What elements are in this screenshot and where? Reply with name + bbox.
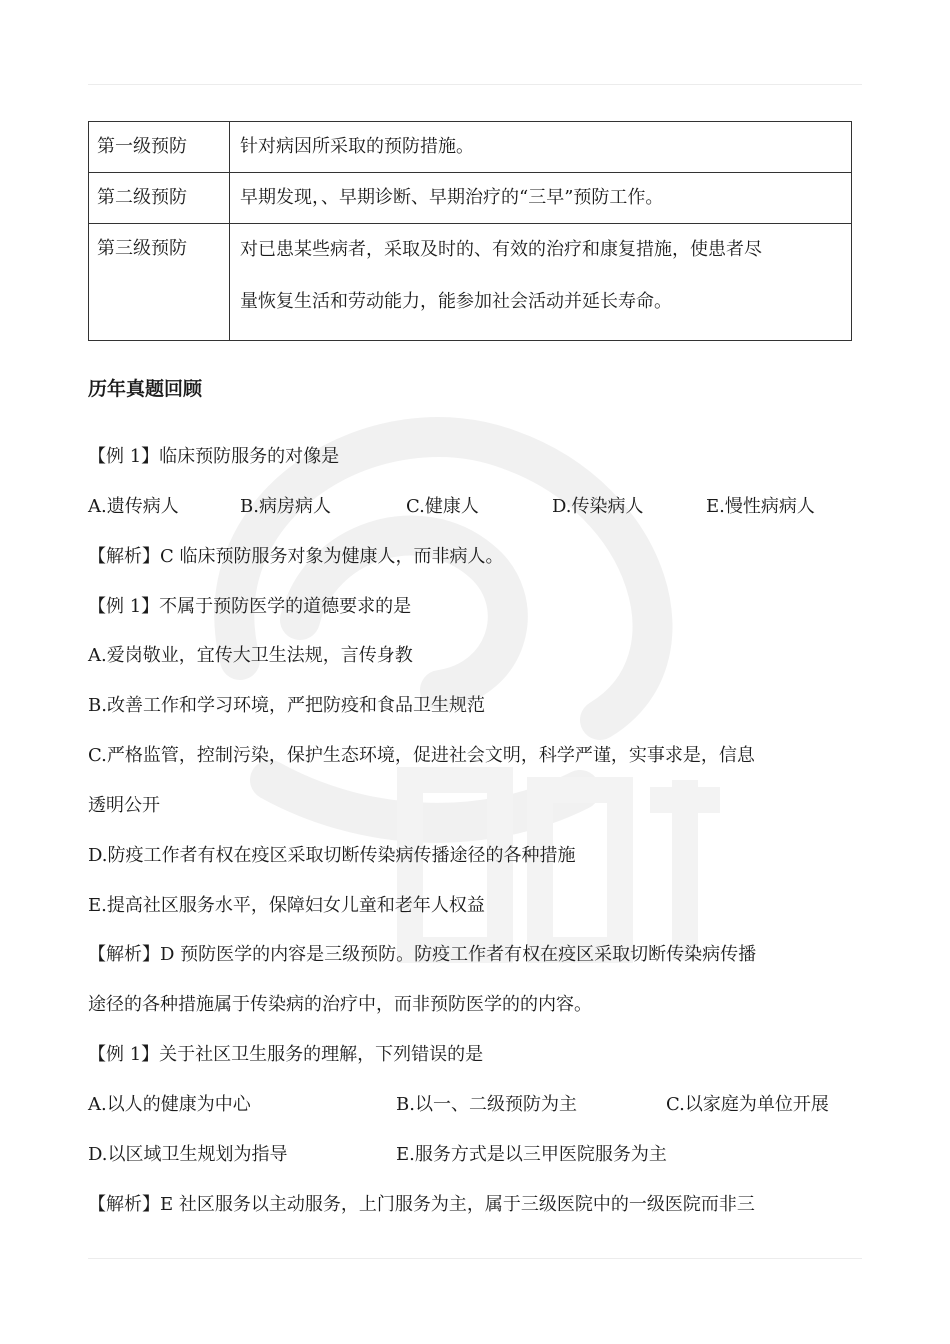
option-c-continued: 透明公开 (88, 795, 160, 816)
option-a: A.爱岗敬业，宜传大卫生法规，言传身教 (88, 645, 413, 666)
option-b: B.改善工作和学习环境，严把防疫和食品卫生规范 (88, 695, 485, 716)
question-stem: 【例 1】不属于预防医学的道德要求的是 (88, 596, 412, 617)
analysis: 【解析】D 预防医学的内容是三级预防。防疫工作者有权在疫区采取切断传染病传播 (88, 944, 757, 965)
option-d: D.以区域卫生规划为指导 (88, 1144, 288, 1165)
option-e: E.服务方式是以三甲医院服务为主 (396, 1144, 667, 1165)
header-rule (88, 84, 862, 85)
level-description-line: 对已患某些病者，采取及时的、有效的治疗和康复措施，使患者尽 (240, 239, 762, 260)
analysis: 【解析】E 社区服务以主动服务，上门服务为主，属于三级医院中的一级医院而非三 (88, 1194, 755, 1215)
option-c: C.以家庭为单位开展 (666, 1094, 829, 1115)
option-b: B.病房病人 (240, 496, 331, 517)
question-stem: 【例 1】临床预防服务的对像是 (88, 446, 340, 467)
section-title: 历年真题回顾 (88, 378, 203, 400)
option-c: C.严格监管，控制污染，保护生态环境，促进社会文明，科学严谨，实事求是，信息 (88, 745, 755, 766)
option-e: E.慢性病病人 (706, 496, 815, 517)
option-b: B.以一、二级预防为主 (396, 1094, 577, 1115)
prevention-levels-table (88, 121, 852, 341)
question-stem: 【例 1】关于社区卫生服务的理解，下列错误的是 (88, 1044, 484, 1065)
option-a: A.遗传病人 (88, 496, 179, 517)
level-name: 第二级预防 (89, 173, 230, 224)
analysis-continued: 途径的各种措施属于传染病的治疗中，而非预防医学的的内容。 (88, 994, 592, 1015)
level-description: 针对病因所采取的预防措施。 (230, 122, 852, 173)
level-description-line: 量恢复生活和劳动能力，能参加社会活动并延长寿命。 (240, 291, 672, 312)
level-description (230, 224, 852, 341)
table-row (89, 173, 852, 224)
level-description: 早期发现，、早期诊断、早期治疗的“三早”预防工作。 (230, 173, 852, 224)
table-row (89, 224, 852, 341)
option-d: D.传染病人 (552, 496, 644, 517)
level-name: 第三级预防 (89, 224, 230, 341)
footer-rule (88, 1258, 862, 1259)
analysis: 【解析】C 临床预防服务对象为健康人，而非病人。 (88, 546, 504, 567)
table-row (89, 122, 852, 173)
level-name: 第一级预防 (89, 122, 230, 173)
option-a: A.以人的健康为中心 (88, 1094, 251, 1115)
option-d: D.防疫工作者有权在疫区采取切断传染病传播途径的各种措施 (88, 845, 576, 866)
option-e: E.提高社区服务水平，保障妇女儿童和老年人权益 (88, 895, 485, 916)
option-c: C.健康人 (406, 496, 479, 517)
